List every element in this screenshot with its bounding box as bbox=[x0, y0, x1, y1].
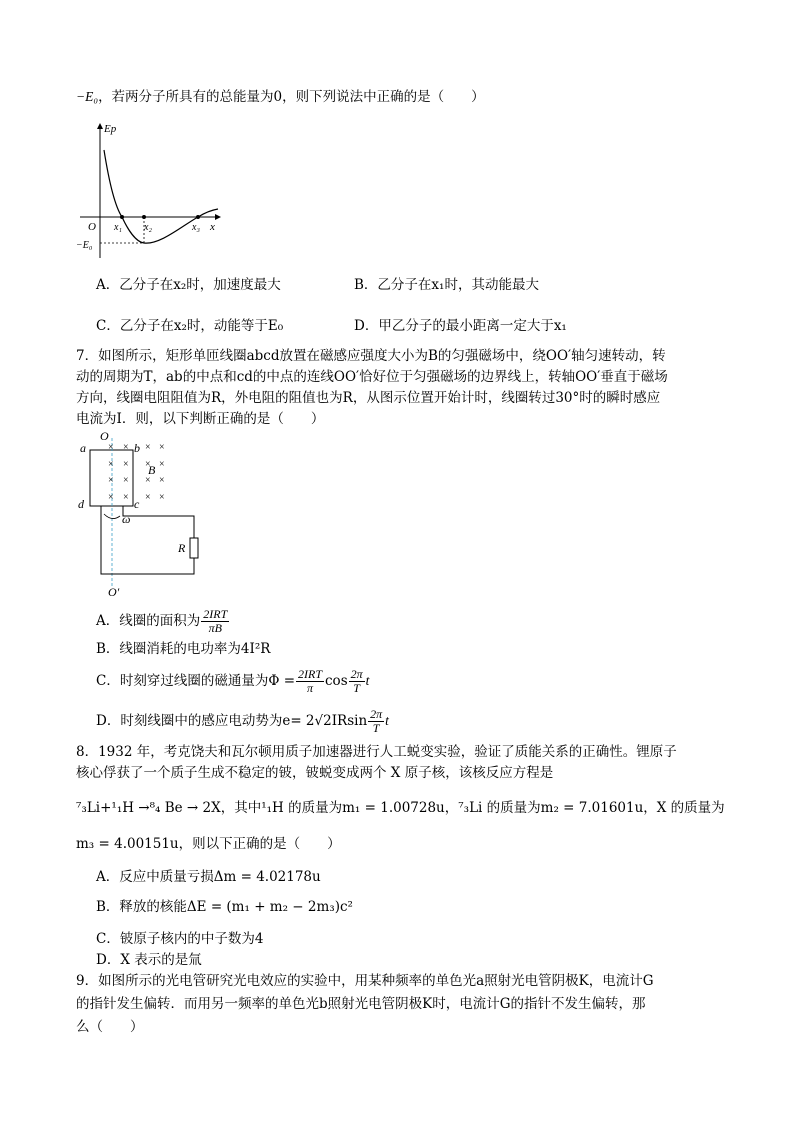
q9-line1: 9．如图所示的光电管研究光电效应的实验中，用某种频率的单色光a照射光电管阴极K，电流计G bbox=[76, 973, 654, 989]
svg-text:×: × bbox=[145, 492, 151, 503]
svg-text:×: × bbox=[145, 459, 151, 470]
q9-line2: 的指针发生偏转．而用另一频率的单色光b照射光电管阴极K时，电流计G的指针不发生偏转，那 bbox=[76, 996, 646, 1012]
svg-text:×: × bbox=[108, 492, 114, 503]
q8-line1: 8．1932 年，考克饶夫和瓦尔顿用质子加速器进行人工蜕变实验，验证了质能关系的正确性。锂原子 bbox=[76, 744, 677, 760]
q7-option-a: A．线圈的面积为 $\frac{\text{2IRT}}{\pi B}$ bbox=[96, 607, 228, 635]
q7-option-c: C．时刻穿过线圈的磁通量为Φ = $\frac{\text{2IRT}}{\pi}$ cos $\frac{2\pi}{T}$ t bbox=[96, 667, 370, 695]
svg-text:O: O bbox=[100, 429, 109, 443]
q7-line1: 7．如图所示，矩形单匝线圈abcd放置在磁感应强度大小为B的匀强磁场中，绕OO′轴匀速转动，转 bbox=[76, 348, 666, 364]
svg-text:×: × bbox=[159, 459, 165, 470]
q6-option-c: C．乙分子在x₂时，动能等于E₀ bbox=[96, 318, 284, 334]
svg-text:×: × bbox=[159, 442, 165, 453]
x2-label: x₂ bbox=[144, 222, 152, 233]
min-energy-label: −E₀ bbox=[76, 240, 93, 251]
q6-e0: −E₀ bbox=[76, 89, 99, 104]
q7-option-b: B．线圈消耗的电功率为4I²R bbox=[96, 641, 271, 657]
svg-text:×: × bbox=[108, 442, 114, 453]
svg-text:×: × bbox=[123, 475, 129, 486]
q8-option-c: C．铍原子核内的中子数为4 bbox=[96, 931, 264, 947]
q8-option-d: D．X 表示的是氚 bbox=[96, 952, 202, 968]
q7-coil-figure bbox=[74, 428, 214, 598]
svg-text:×: × bbox=[123, 442, 129, 453]
q6-option-a: A．乙分子在x₂时，加速度最大 bbox=[96, 277, 281, 293]
q6-stem: −E₀，若两分子所具有的总能量为0，则下列说法中正确的是（ ） bbox=[76, 89, 485, 105]
q9-line3: 么（ ） bbox=[76, 1019, 144, 1035]
svg-text:c: c bbox=[134, 497, 140, 511]
svg-text:×: × bbox=[123, 459, 129, 470]
svg-text:×: × bbox=[159, 475, 165, 486]
svg-text:×: × bbox=[108, 459, 114, 470]
svg-text:×: × bbox=[145, 475, 151, 486]
q8-option-b: B．释放的核能ΔE = (m₁ + m₂ − 2m₃)c² bbox=[96, 899, 353, 915]
svg-text:b: b bbox=[134, 441, 140, 455]
svg-text:×: × bbox=[123, 492, 129, 503]
q7-line4: 电流为I．则，以下判断正确的是（ ） bbox=[76, 411, 325, 427]
q8-line2: 核心俘获了一个质子生成不稳定的铍，铍蜕变成两个 X 原子核，该核反应方程是 bbox=[76, 765, 554, 781]
q6-energy-graph bbox=[74, 118, 224, 263]
q6-option-b: B．乙分子在x₁时，其动能最大 bbox=[354, 277, 539, 293]
xlabel: x bbox=[210, 221, 215, 233]
q7-line2: 动的周期为T，ab的中点和cd的中点的连线OO′恰好位于匀强磁场的边界线上，转轴OO′垂直于磁场 bbox=[76, 369, 668, 385]
svg-text:O′: O′ bbox=[108, 585, 120, 598]
svg-text:ω: ω bbox=[122, 512, 131, 526]
q6-option-d: D．甲乙分子的最小距离一定大于x₁ bbox=[354, 318, 567, 334]
x3-label: x₃ bbox=[192, 222, 200, 233]
q8-option-a: A．反应中质量亏损Δm = 4.02178u bbox=[96, 869, 321, 885]
svg-text:a: a bbox=[80, 441, 86, 455]
svg-text:B: B bbox=[148, 463, 156, 477]
svg-text:R: R bbox=[178, 541, 186, 555]
svg-text:×: × bbox=[145, 442, 151, 453]
q8-line4: m₃ = 4.00151u，则以下正确的是（ ） bbox=[76, 836, 341, 852]
ylabel: Ep bbox=[104, 123, 117, 135]
q7-line3: 方向，线圈电阻阻值为R，外电阻的阻值也为R，从图示位置开始计时，线圈转过30°时的瞬时感应 bbox=[76, 390, 661, 406]
svg-text:d: d bbox=[78, 497, 84, 511]
svg-text:×: × bbox=[108, 475, 114, 486]
origin-label: O bbox=[88, 221, 96, 233]
svg-text:×: × bbox=[159, 492, 165, 503]
q8-line3: ⁷₃Li+¹₁H →⁸₄ Be → 2X，其中¹₁H 的质量为m₁ = 1.00728u，⁷₃Li 的质量为m₂ = 7.01601u，X 的质量为 bbox=[76, 800, 725, 816]
q7-option-d: D．时刻线圈中的感应电动势为e= 2√2IRsin $\frac{2\pi}{T}$ t bbox=[96, 707, 389, 735]
x1-label: x₁ bbox=[114, 222, 122, 233]
